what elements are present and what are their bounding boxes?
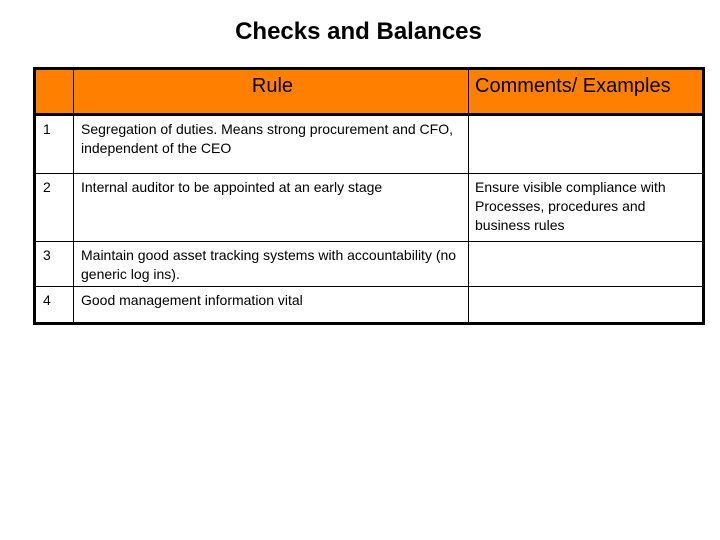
page-title: Checks and Balances xyxy=(235,18,482,45)
row-comment xyxy=(469,287,703,323)
row-number: 2 xyxy=(36,174,74,242)
row-comment: Ensure visible compliance with Processes, procedures and business rules xyxy=(469,174,703,242)
row-number: 4 xyxy=(36,287,74,323)
table-row xyxy=(36,115,703,174)
row-rule: Internal auditor to be appointed at an early stage xyxy=(74,174,469,242)
table-header-row xyxy=(36,70,703,115)
row-comment xyxy=(469,115,703,174)
row-comment xyxy=(469,242,703,287)
row-rule: Good management information vital xyxy=(74,287,469,323)
table-row xyxy=(36,242,703,287)
table-row xyxy=(36,174,703,242)
header-comments-cell: Comments/ Examples xyxy=(469,70,703,115)
header-rule-cell: Rule xyxy=(74,70,469,115)
checks-table xyxy=(35,69,703,323)
table-row xyxy=(36,287,703,323)
header-number-cell xyxy=(36,70,74,115)
row-rule: Maintain good asset tracking systems with accountability (no generic log ins). xyxy=(74,242,469,287)
row-rule: Segregation of duties. Means strong procurement and CFO, independent of the CEO xyxy=(74,115,469,174)
row-number: 1 xyxy=(36,115,74,174)
row-number: 3 xyxy=(36,242,74,287)
